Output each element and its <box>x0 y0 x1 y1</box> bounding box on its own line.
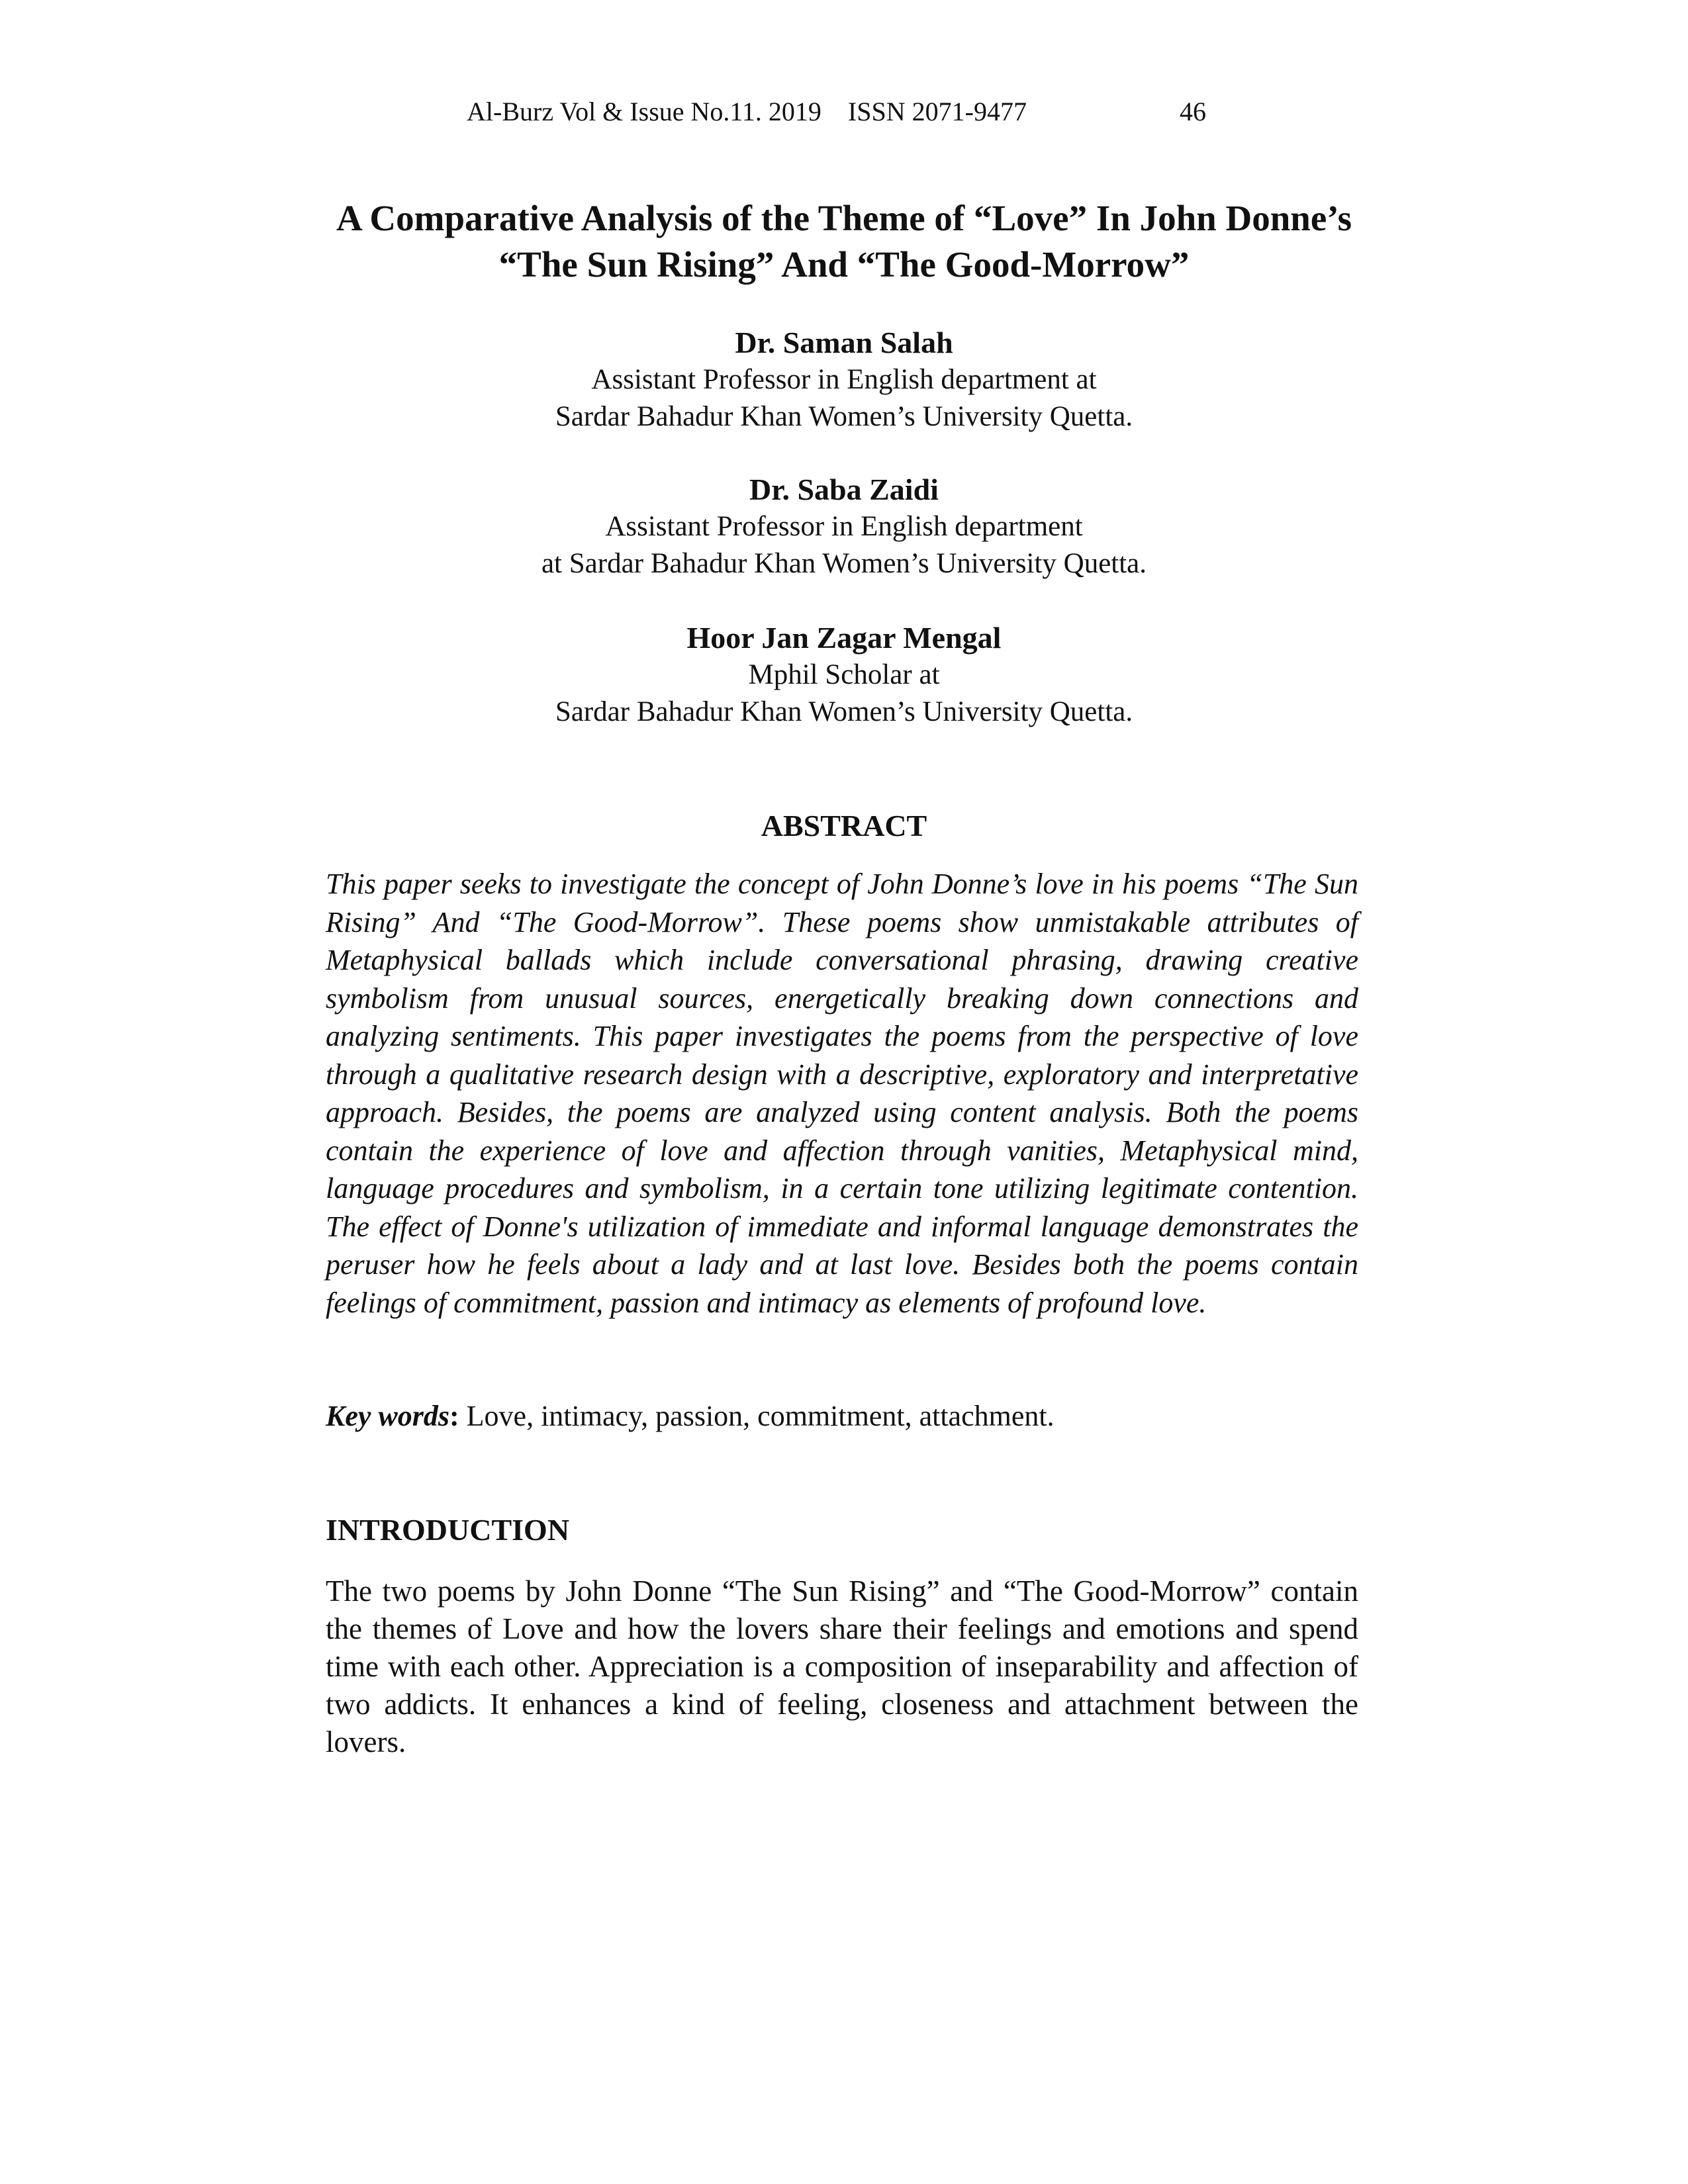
abstract-heading: ABSTRACT <box>761 809 927 842</box>
paper-title: A Comparative Analysis of the Theme of “Love” In John Donne’s “The Sun Rising” And “The Good-Morrow” <box>336 198 1352 285</box>
keywords-text: Love, intimacy, passion, commitment, attachment. <box>459 1400 1055 1432</box>
journal-info: Al-Burz Vol & Issue No.11. 2019 ISSN 2071-9477 <box>467 97 1027 126</box>
author-name: Hoor Jan Zagar Mengal <box>686 621 1002 655</box>
author-affiliation: Sardar Bahadur Khan Women’s University Quetta. <box>555 696 1133 727</box>
author-name: Dr. Saman Salah <box>735 326 953 359</box>
author-name: Dr. Saba Zaidi <box>749 473 939 506</box>
author-block <box>305 619 1383 731</box>
abstract-body: This paper seeks to investigate the concept of John Donne’s love in his poems “The Sun Rising” And “The Good-Morrow”. These poems show unmistakable attributes of Metaphysical ballads which include conversational phrasing, drawing creative symbolism from unusual sources, energetically breaking down connections and analyzing sentiments. This paper investigates the poems from the perspective of love through a qualitative research design with a descriptive, exploratory and interpretative approach. Besides, the poems are analyzed using content analysis. Both the poems contain the experience of love and affection through vanities, Metaphysical mind, language procedures and symbolism, in a certain tone utilizing legitimate contention. The effect of Donne's utilization of immediate and informal language demonstrates the peruser how he feels about a lady and at last love. Besides both the poems contain feelings of commitment, passion and intimacy as elements of profound love. <box>326 868 1358 1319</box>
keywords <box>326 1397 1358 1435</box>
page-number: 46 <box>1180 97 1206 126</box>
author-affiliation: Mphil Scholar at <box>748 659 940 690</box>
author-affiliation: Sardar Bahadur Khan Women’s University Quetta. <box>555 401 1133 432</box>
author-affiliation: at Sardar Bahadur Khan Women’s University Quetta. <box>541 548 1147 579</box>
introduction-body: The two poems by John Donne “The Sun Rising” and “The Good-Morrow” contain the themes of Love and how the lovers share their feelings and emotions and spend time with each other. Appreciation is a composition of inseparability and affection of two addicts. It enhances a kind of feeling, closeness and attachment between the lovers. <box>326 1574 1358 1758</box>
author-block <box>305 324 1383 435</box>
keywords-colon: : <box>449 1400 459 1432</box>
author-affiliation: Assistant Professor in English department <box>605 511 1083 542</box>
author-block <box>305 471 1383 582</box>
running-header <box>0 96 1688 136</box>
introduction-heading: INTRODUCTION <box>326 1513 570 1547</box>
keywords-label: Key words <box>326 1400 449 1432</box>
author-affiliation: Assistant Professor in English department at <box>591 364 1097 395</box>
